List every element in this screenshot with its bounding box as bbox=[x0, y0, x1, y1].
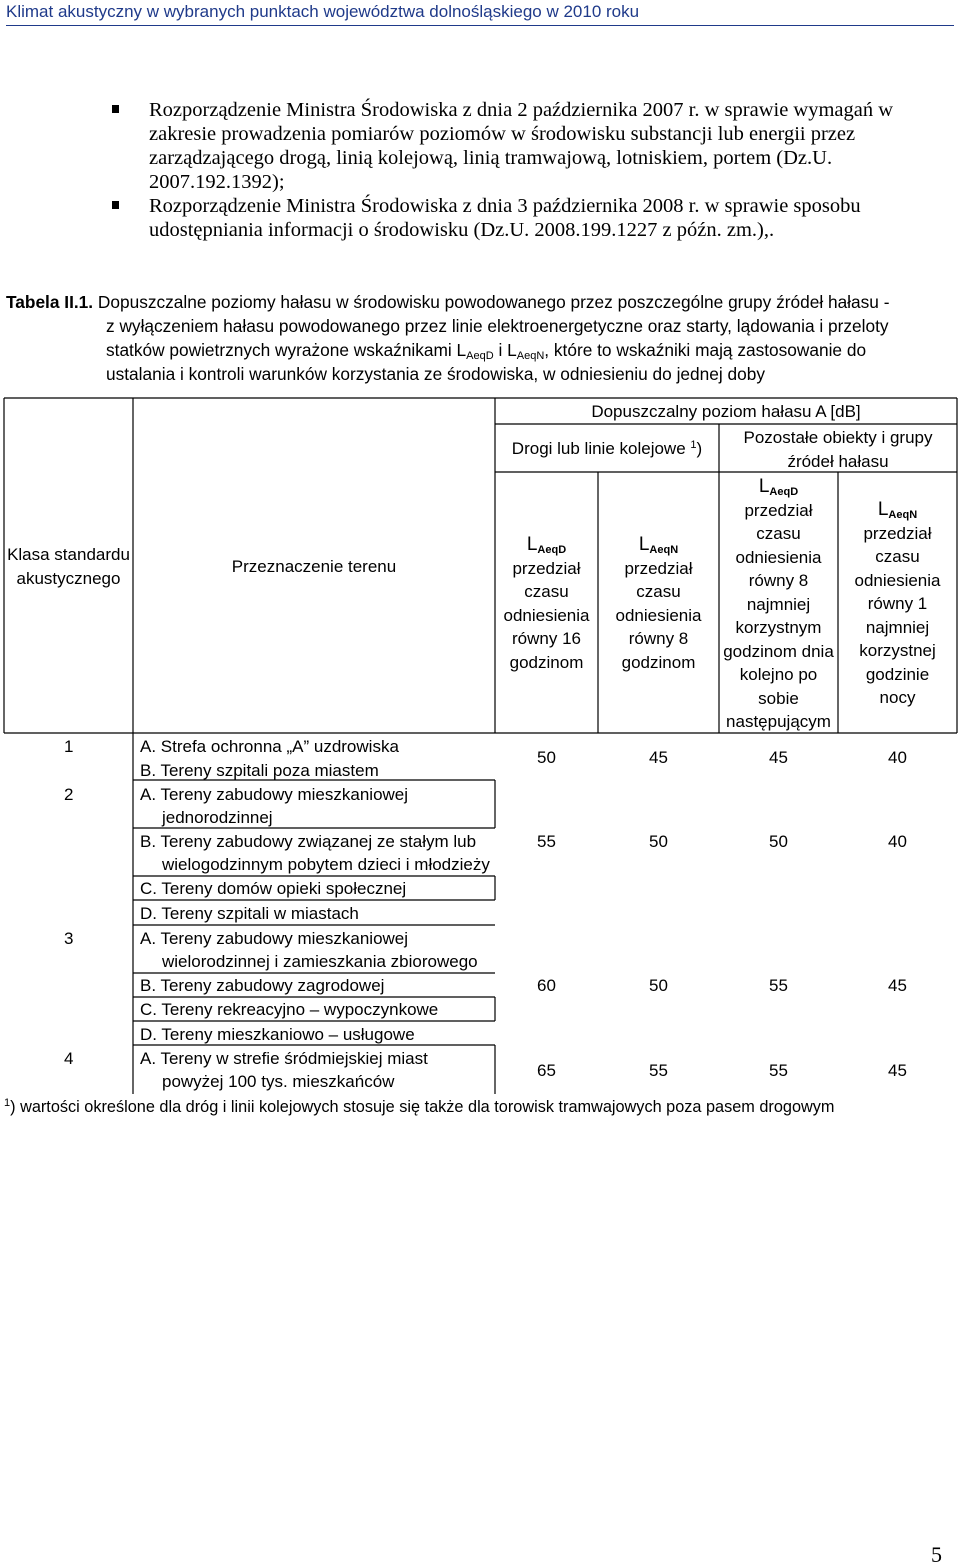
symbol-sub: AeqN bbox=[888, 509, 918, 521]
header-other bbox=[719, 426, 957, 473]
row-item: A. Tereny zabudowy mieszkaniowej bbox=[140, 785, 409, 804]
symbol-sub: AeqD bbox=[769, 486, 799, 498]
row-item: B. Tereny szpitali poza miastem bbox=[140, 761, 379, 780]
header-purpose: Przeznaczenie terenu bbox=[231, 557, 397, 576]
header-roads: Drogi lub linie kolejowe $^1$) bbox=[511, 439, 703, 458]
caption-sub-aeqd: AeqD bbox=[466, 350, 494, 362]
header-class-line: Klasa standardu bbox=[7, 545, 130, 564]
caption-line-1: Dopuszczalne poziomy hałasu w środowisku powodowanego przez poszczególne grupy źródeł hałasu - bbox=[97, 292, 890, 312]
header-line: czasu bbox=[875, 547, 920, 566]
table-footnote bbox=[4, 1096, 834, 1118]
header-other-line: Pozostałe obiekty i grupy bbox=[743, 428, 933, 447]
page-number: 5 bbox=[931, 1542, 942, 1567]
value-cell: 50 bbox=[769, 832, 788, 851]
header-line: godzinom bbox=[509, 652, 584, 672]
value-cell: 55 bbox=[649, 1061, 668, 1080]
row-item: A. Strefa ochronna „A” uzdrowiska bbox=[140, 737, 399, 756]
header-line: najmniej bbox=[746, 594, 811, 614]
row-number: 3 bbox=[64, 929, 74, 948]
header-line: czasu bbox=[636, 582, 681, 601]
header-line: przedział bbox=[624, 558, 693, 578]
header-line: przedział bbox=[863, 523, 932, 543]
header-line: równy 8 bbox=[748, 571, 809, 590]
value-cell: 45 bbox=[888, 976, 907, 995]
value-cell: 55 bbox=[769, 1061, 788, 1080]
value-cell: 60 bbox=[537, 976, 556, 995]
header-line: korzystnej bbox=[859, 641, 936, 660]
header-line: czasu bbox=[756, 524, 801, 543]
row-item: B. Tereny zabudowy związanej ze stałym lub bbox=[140, 832, 477, 851]
value-cell: 50 bbox=[537, 748, 556, 767]
row-item: A. Tereny w strefie śródmiejskiej miast bbox=[140, 1049, 428, 1068]
list-item-text: Rozporządzenie Ministra Środowiska z dnia 2 października 2007 r. w sprawie wymagań w zakresie prowadzenia pomiarów poziomów w środowisku substancji lub energii przez zarządzającego drogą, linią kolejową, linią tramwajową, lotniskiem, portem (Dz.U. 2007.192.1392); bbox=[149, 99, 894, 193]
value-cell: 55 bbox=[769, 976, 788, 995]
list-item-text: Rozporządzenie Ministra Środowiska z dnia 3 października 2008 r. w sprawie sposobu udostępniania informacji o środowisku (Dz.U. 2008.199.1227 z późn. zm.),. bbox=[149, 195, 861, 241]
row-item: powyżej 100 tys. mieszkańców bbox=[162, 1072, 395, 1091]
value-cell: 45 bbox=[769, 748, 788, 767]
value-cell: 40 bbox=[888, 748, 907, 767]
header-line: przedział bbox=[512, 558, 581, 578]
header-line: odniesienia bbox=[735, 547, 822, 567]
table-label: Tabela II.1. bbox=[6, 292, 94, 312]
header-line: godzinom bbox=[621, 652, 696, 672]
row-number: 1 bbox=[64, 737, 74, 756]
caption-sub-aeqn: AeqN bbox=[516, 350, 545, 362]
value-cell: 55 bbox=[537, 832, 556, 851]
row-number: 4 bbox=[64, 1049, 74, 1068]
running-header: Klimat akustyczny w wybranych punktach województwa dolnośląskiego w 2010 roku bbox=[6, 1, 954, 26]
row-item: B. Tereny zabudowy zagrodowej bbox=[140, 976, 385, 995]
footnote-ref: 1 bbox=[690, 439, 697, 451]
header-other-line: źródeł hałasu bbox=[787, 451, 889, 471]
header-line: następującym bbox=[726, 712, 831, 731]
symbol-l: L bbox=[758, 476, 770, 497]
symbol-sub: AeqN bbox=[649, 544, 679, 556]
header-line: czasu bbox=[524, 582, 569, 601]
symbol-l: L bbox=[526, 534, 538, 555]
caption-line-4: ustalania i kontroli warunków korzystania ze środowiska, w odniesieniu do jednej doby bbox=[106, 364, 765, 384]
caption-line-3c: , które to wskaźniki mają zastosowanie do bbox=[544, 340, 867, 360]
header-line: sobie bbox=[758, 688, 799, 708]
row-item: wielogodzinnym pobytem dzieci i młodzieży bbox=[162, 855, 490, 874]
caption-line-2: z wyłączeniem hałasu powodowanego przez linie elektroenergetyczne oraz starty, lądowania i przeloty bbox=[106, 316, 889, 336]
header-line: godzinie bbox=[865, 664, 930, 684]
header-line: odniesienia bbox=[615, 605, 702, 625]
row-number: 2 bbox=[64, 785, 74, 804]
symbol-l: L bbox=[638, 534, 650, 555]
header-line: kolejno po bbox=[739, 665, 818, 684]
value-cell: 65 bbox=[537, 1061, 556, 1080]
row-item: wielorodzinnej i zamieszkania zbiorowego bbox=[162, 952, 478, 971]
caption-line-3b: i L bbox=[493, 340, 517, 360]
header-other-laeqd bbox=[719, 475, 838, 734]
header-class bbox=[4, 543, 133, 590]
header-roads-laeqn bbox=[598, 533, 719, 674]
value-cell: 50 bbox=[649, 832, 668, 851]
header-class-line: akustycznego bbox=[16, 568, 121, 588]
header-line: równy 16 bbox=[512, 629, 581, 648]
row-item: D. Tereny szpitali w miastach bbox=[140, 904, 359, 923]
footnote-marker: 1 bbox=[4, 1097, 11, 1109]
header-line: przedział bbox=[744, 500, 813, 520]
value-cell: 45 bbox=[888, 1061, 907, 1080]
header-line: odniesienia bbox=[503, 605, 590, 625]
footnote-text: ) wartości określone dla dróg i linii kolejowych stosuje się także dla torowisk tramwajowych poza pasem drogowym bbox=[10, 1098, 835, 1116]
header-line: korzystnym bbox=[735, 618, 822, 637]
caption-line-3a: statków powietrznych wyrażone wskaźnikami L bbox=[106, 340, 467, 360]
value-cell: 45 bbox=[649, 748, 668, 767]
symbol-sub: AeqD bbox=[537, 544, 567, 556]
header-roads-laeqd bbox=[495, 533, 598, 674]
row-item: D. Tereny mieszkaniowo – usługowe bbox=[140, 1025, 415, 1044]
header-line: najmniej bbox=[865, 617, 930, 637]
header-other-laeqn bbox=[838, 498, 957, 710]
row-item: C. Tereny rekreacyjno – wypoczynkowe bbox=[140, 1000, 439, 1019]
row-item: jednorodzinnej bbox=[162, 808, 273, 827]
value-cell: 40 bbox=[888, 832, 907, 851]
row-item: A. Tereny zabudowy mieszkaniowej bbox=[140, 929, 409, 948]
header-line: równy 8 bbox=[628, 629, 689, 648]
header-line: odniesienia bbox=[854, 570, 941, 590]
header-line: godzinom dnia bbox=[723, 641, 834, 661]
symbol-l: L bbox=[877, 499, 889, 520]
header-line: nocy bbox=[879, 688, 916, 707]
header-roads-label: Drogi lub linie kolejowe bbox=[511, 439, 686, 458]
row-item: C. Tereny domów opieki społecznej bbox=[140, 879, 407, 898]
header-top: Dopuszczalny poziom hałasu A [dB] bbox=[591, 402, 861, 421]
value-cell: 50 bbox=[649, 976, 668, 995]
header-line: równy 1 bbox=[867, 594, 928, 613]
